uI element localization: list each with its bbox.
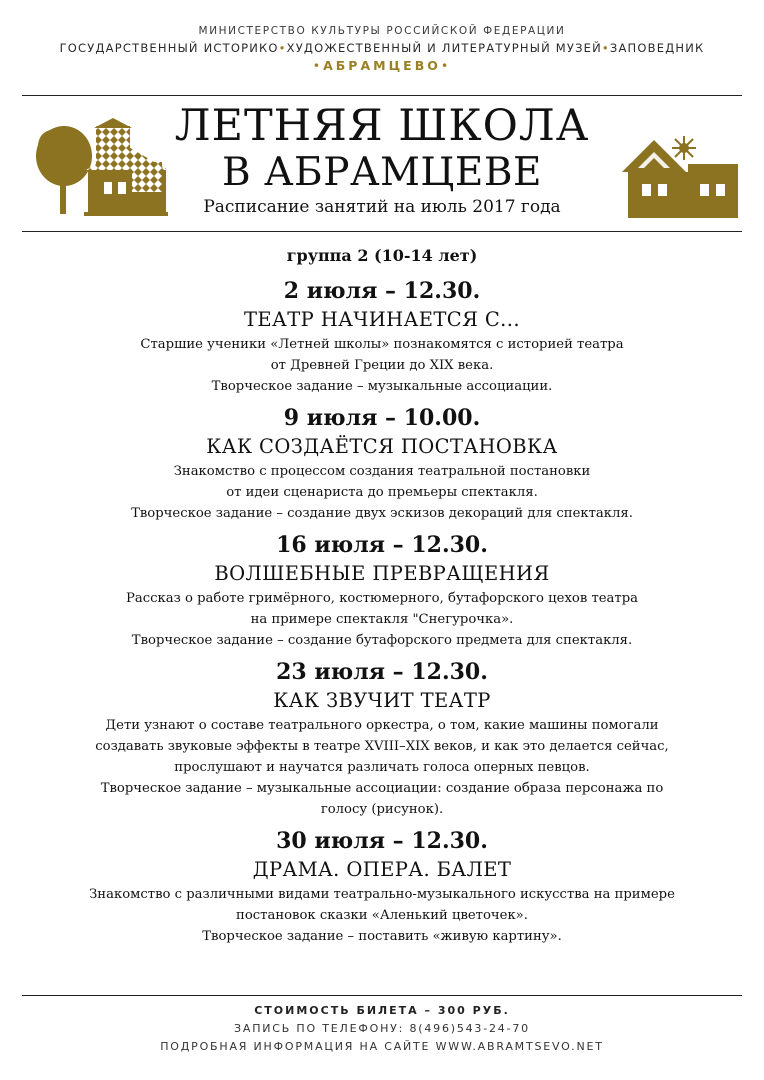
- museum-name-part1: ГОСУДАРСТВЕННЫЙ ИСТОРИКО: [59, 41, 279, 55]
- session-date: 23 июля – 12.30.: [276, 659, 488, 685]
- session-desc-line: Рассказ о работе гримёрного, костюмерного, бутафорского цехов театра: [125, 591, 639, 606]
- page-title-line2: В АБРАМЦЕВЕ: [221, 150, 543, 195]
- schedule-list: [0, 276, 764, 953]
- separator-dot: •: [278, 41, 287, 55]
- session-desc-line: от Древней Греции до XIX века.: [270, 358, 494, 373]
- schedule-item: [0, 530, 764, 651]
- left-house-illustration-icon: [34, 116, 168, 220]
- title-divider: [22, 231, 742, 232]
- session-desc-line: Знакомство с различными видами театрально-музыкального искусства на примере: [89, 887, 675, 902]
- session-task-line: Творческое задание – создание бутафорского предмета для спектакля.: [131, 633, 633, 648]
- separator-dot: •: [440, 58, 452, 73]
- session-desc-line: постановок сказки «Аленький цветочек».: [236, 908, 528, 923]
- footer: [0, 1002, 764, 1056]
- schedule-item: [0, 276, 764, 397]
- session-date: 9 июля – 10.00.: [283, 405, 481, 431]
- session-task-line: Творческое задание – создание двух эскизов декораций для спектакля.: [131, 506, 633, 521]
- phone-info: ЗАПИСЬ ПО ТЕЛЕФОНУ: 8(496)543-24-70: [234, 1022, 530, 1035]
- museum-name-part3: ЗАПОВЕДНИК: [609, 41, 705, 55]
- session-date: 2 июля – 12.30.: [283, 278, 481, 304]
- session-desc-line: Знакомство с процессом создания театральной постановки: [173, 464, 591, 479]
- session-desc-line: создавать звуковые эффекты в театре XVIII–XIX веков, и как это делается сейчас,: [95, 739, 669, 754]
- top-divider: [22, 95, 742, 96]
- organization-header: [0, 24, 764, 75]
- session-desc-line: прослушают и научатся различать голоса оперных певцов.: [174, 760, 590, 775]
- page-title-line1: ЛЕТНЯЯ ШКОЛА: [174, 101, 590, 151]
- session-desc-line: Дети узнают о составе театрального оркестра, о том, какие машины помогали: [105, 718, 659, 733]
- brand-name: [0, 57, 764, 75]
- title-block: [160, 100, 604, 218]
- schedule-item: [0, 403, 764, 524]
- footer-divider: [22, 995, 742, 996]
- session-task-line: Творческое задание – музыкальные ассоциации: создание образа персонажа по: [100, 781, 664, 796]
- session-desc-line: Старшие ученики «Летней школы» познакомятся с историей театра: [140, 337, 624, 352]
- schedule-item: [0, 657, 764, 820]
- separator-dot: •: [601, 41, 610, 55]
- ministry-name: МИНИСТЕРСТВО КУЛЬТУРЫ РОССИЙСКОЙ ФЕДЕРАЦИИ: [198, 25, 566, 37]
- session-title: ТЕАТР НАЧИНАЕТСЯ С...: [244, 308, 520, 331]
- separator-dot: •: [312, 58, 324, 73]
- session-task-line: Творческое задание – поставить «живую картину».: [202, 929, 562, 944]
- session-title: ДРАМА. ОПЕРА. БАЛЕТ: [252, 858, 512, 881]
- session-task-line: голосу (рисунок).: [320, 802, 444, 817]
- museum-name-part2: ХУДОЖЕСТВЕННЫЙ И ЛИТЕРАТУРНЫЙ МУЗЕЙ: [286, 41, 602, 55]
- session-date: 30 июля – 12.30.: [276, 828, 488, 854]
- session-desc-line: на примере спектакля "Снегурочка».: [250, 612, 514, 627]
- session-title: КАК ЗВУЧИТ ТЕАТР: [273, 689, 491, 712]
- session-desc-line: от идеи сценариста до премьеры спектакля.: [226, 485, 538, 500]
- session-title: ВОЛШЕБНЫЕ ПРЕВРАЩЕНИЯ: [214, 562, 550, 585]
- session-title: КАК СОЗДАЁТСЯ ПОСТАНОВКА: [206, 435, 558, 458]
- ticket-price: СТОИМОСТЬ БИЛЕТА – 300 РУБ.: [254, 1004, 510, 1017]
- website-info: ПОДРОБНАЯ ИНФОРМАЦИЯ НА САЙТЕ WWW.ABRAMTSEVO.NET: [160, 1040, 604, 1053]
- page-subtitle: Расписание занятий на июль 2017 года: [203, 197, 561, 217]
- brand-label: АБРАМЦЕВО: [323, 58, 441, 73]
- session-task-line: Творческое задание – музыкальные ассоциации.: [211, 379, 553, 394]
- schedule-item: [0, 826, 764, 947]
- right-house-illustration-icon: [618, 128, 742, 220]
- session-date: 16 июля – 12.30.: [276, 532, 488, 558]
- museum-name: [0, 39, 764, 57]
- group-label: группа 2 (10-14 лет): [286, 246, 478, 265]
